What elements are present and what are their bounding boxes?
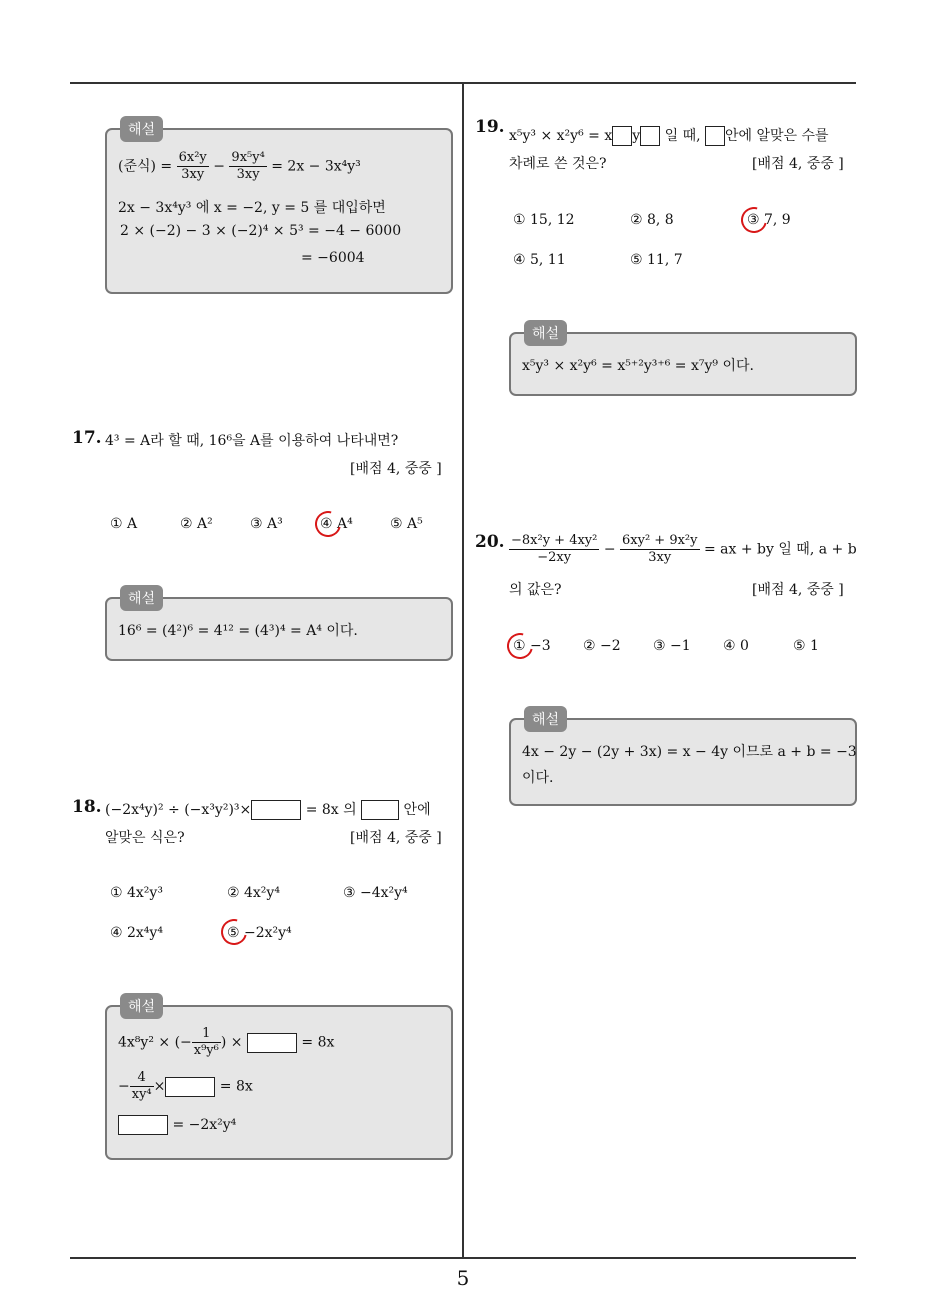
blank-box: [705, 126, 725, 146]
q19-choice-2[interactable]: ② 8, 8: [630, 212, 674, 228]
question-17-meta: [배점 4, 중중 ]: [350, 461, 442, 477]
question-18-text: (−2x⁴y)² ÷ (−x³y²)³× = 8x 의 안에: [105, 802, 431, 818]
solution-16-line4: = −6004: [301, 250, 365, 266]
page-number: 5: [456, 1266, 470, 1290]
blank-box: [247, 1033, 297, 1053]
fraction: $\frac{\text{6x²y}}{3xy}$: [178, 150, 207, 182]
solution-18-line1: 4x⁸y² × (− $\frac{1}{\text{x⁹y⁶}}$ ) × = 8x: [118, 1026, 335, 1058]
solution-label: 해설: [120, 993, 163, 1019]
q18-choice-3[interactable]: ③ −4x²y⁴: [343, 885, 408, 901]
solution-18-line3: = −2x²y⁴: [118, 1115, 236, 1135]
question-20-text: $\frac{\text{−8x²y + 4xy²}}{-2xy}$ − $\frac{\text{6xy² + 9x²y}}{3xy}$ = ax + by 일 때, a + b: [511, 533, 857, 565]
q20-choice-5[interactable]: ⑤ 1: [793, 638, 819, 654]
solution-17-text: 16⁶ = (4²)⁶ = 4¹² = (4³)⁴ = A⁴ 이다.: [118, 623, 358, 639]
blank-box: [640, 126, 660, 146]
solution-19-text: x⁵y³ × x²y⁶ = x⁵⁺²y³⁺⁶ = x⁷y⁹ 이다.: [522, 358, 754, 374]
solution-20-line1: 4x − 2y − (2y + 3x) = x − 4y 이므로 a + b = −3: [522, 744, 857, 760]
solution-20-line2: 이다.: [522, 770, 554, 786]
question-19-meta: [배점 4, 중중 ]: [752, 156, 844, 172]
q19-choice-3[interactable]: ③ 7, 9: [747, 212, 791, 228]
question-18-text-line2: 알맞은 식은?: [105, 830, 185, 846]
solution-label: 해설: [120, 585, 163, 611]
q18-choice-1[interactable]: ① 4x²y³: [110, 885, 163, 901]
question-18-number: 18.: [72, 797, 102, 817]
answer-mark-circle: [310, 506, 346, 542]
blank-box: [118, 1115, 168, 1135]
answer-mark-circle: [502, 628, 538, 664]
question-19-number: 19.: [475, 117, 505, 137]
q18-choice-4[interactable]: ④ 2x⁴y⁴: [110, 925, 163, 941]
fraction: $\frac{4}{\text{xy⁴}}$: [131, 1070, 152, 1102]
q19-choice-5[interactable]: ⑤ 11, 7: [630, 252, 683, 268]
fraction: $\frac{\text{−8x²y + 4xy²}}{-2xy}$: [511, 533, 598, 565]
q20-choice-1[interactable]: ① −3: [513, 638, 551, 654]
fraction: $\frac{1}{\text{x⁹y⁶}}$: [193, 1026, 219, 1058]
answer-mark-circle: [736, 202, 772, 238]
blank-box: [361, 800, 399, 820]
q18-choice-5[interactable]: ⑤ −2x²y⁴: [227, 925, 292, 941]
q17-choice-4[interactable]: ④ A⁴: [320, 516, 353, 532]
blank-box: [612, 126, 632, 146]
question-17-number: 17.: [72, 428, 102, 448]
q17-choice-1[interactable]: ① A: [110, 516, 138, 532]
solution-label: 해설: [524, 706, 567, 732]
q20-choice-4[interactable]: ④ 0: [723, 638, 749, 654]
question-17-text: 4³ = A라 할 때, 16⁶을 A를 이용하여 나타내면?: [105, 433, 399, 449]
solution-16-line2: 2x − 3x⁴y³ 에 x = −2, y = 5 를 대입하면: [118, 200, 386, 216]
solution-16-line1: (준식) = $\frac{\text{6x²y}}{3xy}$ − $\frac{\text{9x⁵y⁴}}{3xy}$ = 2x − 3x⁴y³: [118, 150, 361, 182]
solution-label: 해설: [524, 320, 567, 346]
q19-choice-1[interactable]: ① 15, 12: [513, 212, 575, 228]
solution-16-line3: 2 × (−2) − 3 × (−2)⁴ × 5³ = −4 − 6000: [120, 223, 402, 239]
q19-choice-4[interactable]: ④ 5, 11: [513, 252, 566, 268]
q17-choice-5[interactable]: ⑤ A⁵: [390, 516, 423, 532]
q18-choice-2[interactable]: ② 4x²y⁴: [227, 885, 280, 901]
solution-18-line2: − $\frac{4}{\text{xy⁴}}$ × = 8x: [118, 1070, 253, 1102]
blank-box: [165, 1077, 215, 1097]
question-20-number: 20.: [475, 532, 505, 552]
answer-mark-circle: [216, 914, 252, 950]
q20-choice-3[interactable]: ③ −1: [653, 638, 691, 654]
solution-label: 해설: [120, 116, 163, 142]
q17-choice-2[interactable]: ② A²: [180, 516, 213, 532]
question-19-text-line2: 차례로 쓴 것은?: [509, 156, 607, 172]
q20-choice-2[interactable]: ② −2: [583, 638, 621, 654]
blank-box: [251, 800, 301, 820]
question-19-text: x⁵y³ × x²y⁶ = x y 일 때, 안에 알맞은 수를: [509, 128, 829, 144]
fraction: $\frac{\text{9x⁵y⁴}}{3xy}$: [231, 150, 265, 182]
question-18-meta: [배점 4, 중중 ]: [350, 830, 442, 846]
fraction: $\frac{\text{6xy² + 9x²y}}{3xy}$: [622, 533, 698, 565]
question-20-meta: [배점 4, 중중 ]: [752, 582, 844, 598]
question-20-text-line2: 의 값은?: [509, 582, 562, 598]
q17-choice-3[interactable]: ③ A³: [250, 516, 283, 532]
column-divider: [462, 83, 464, 1258]
